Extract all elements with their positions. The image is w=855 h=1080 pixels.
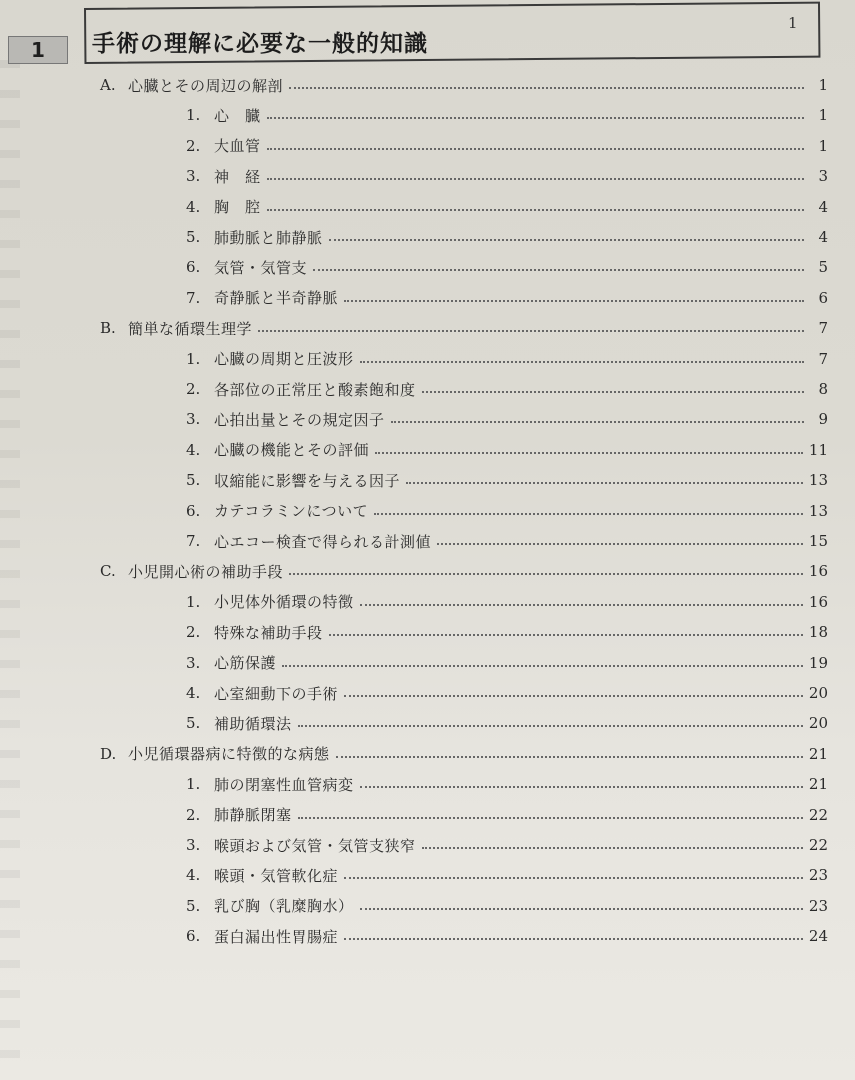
item-label: 心エコー検査で得られる計測値 [214, 532, 432, 551]
item-label: 補助循環法 [214, 714, 292, 733]
toc-item-row[interactable] [186, 895, 828, 917]
item-number: 5. [186, 228, 201, 246]
item-label: 小児体外循環の特徴 [214, 593, 354, 612]
dot-leader [298, 817, 803, 819]
page-number: 4 [818, 197, 828, 216]
toc-item-row[interactable] [186, 621, 828, 643]
item-label: 心筋保護 [214, 654, 277, 673]
item-number: 6. [186, 258, 201, 277]
item-label: 肺動脈と肺静脈 [214, 228, 323, 247]
item-number: 3. [186, 167, 201, 186]
toc-item-row[interactable] [186, 256, 828, 278]
dot-leader [437, 543, 803, 545]
item-number: 2. [186, 380, 201, 398]
toc-item-row[interactable] [186, 408, 828, 430]
toc-item-row[interactable] [186, 348, 828, 370]
page-number: 19 [808, 653, 828, 672]
item-number: 6. [186, 927, 201, 946]
page-number: 13 [808, 501, 828, 520]
toc-section-row[interactable] [100, 560, 828, 582]
item-number: 3. [186, 836, 201, 854]
item-number: 1. [186, 106, 201, 125]
toc-item-row[interactable] [186, 925, 828, 947]
item-number: 2. [186, 136, 201, 155]
chapter-title: 手術の理解に必要な一般的知識 [92, 31, 428, 57]
page-number: 24 [808, 927, 828, 946]
page-number: 8 [818, 380, 828, 398]
toc-item-row[interactable] [186, 135, 828, 157]
toc-item-row[interactable] [186, 834, 828, 856]
item-number: 5. [186, 471, 201, 490]
item-label: 大血管 [214, 137, 261, 156]
page-number: 4 [818, 228, 828, 246]
item-number: 2. [186, 805, 201, 824]
section-title: 心臓とその周辺の解剖 [128, 76, 284, 95]
item-number: 4. [186, 197, 201, 216]
page-number: 23 [808, 866, 828, 885]
dot-leader [360, 786, 803, 788]
toc-item-row[interactable] [186, 196, 828, 218]
toc-item-row[interactable] [186, 287, 828, 309]
section-title: 簡単な循環生理学 [128, 319, 253, 338]
toc-item-row[interactable] [186, 682, 828, 704]
item-label: 心室細動下の手術 [214, 684, 339, 703]
toc-item-row[interactable] [186, 439, 828, 461]
bleed-through-margin [0, 60, 20, 1080]
item-number: 1. [186, 592, 201, 611]
section-title: 小児循環器病に特徴的な病態 [128, 745, 330, 764]
item-number: 6. [186, 501, 201, 520]
dot-leader [360, 361, 804, 363]
item-number: 7. [186, 288, 201, 307]
dot-leader [298, 725, 803, 727]
toc-section-row[interactable] [100, 317, 828, 339]
item-number: 4. [186, 684, 201, 702]
dot-leader [267, 117, 804, 119]
dot-leader [289, 573, 803, 575]
toc-item-row[interactable] [186, 500, 828, 522]
item-label: 喉頭および気管・気管支狭窄 [214, 836, 416, 855]
page-number: 16 [808, 562, 828, 581]
dot-leader [267, 148, 804, 150]
section-title: 小児開心術の補助手段 [128, 562, 284, 581]
page-number: 3 [818, 167, 828, 186]
page-number: 18 [808, 623, 828, 642]
page-number: 13 [808, 471, 828, 490]
page-number: 16 [808, 592, 828, 611]
page-number: 22 [808, 836, 828, 854]
toc-item-row[interactable] [186, 591, 828, 613]
dot-leader [374, 513, 803, 515]
page-number: 1 [818, 106, 828, 125]
chapter-number-badge [8, 36, 68, 64]
page-number: 20 [808, 714, 828, 733]
item-label: 特殊な補助手段 [214, 623, 323, 642]
item-label: 肺静脈閉塞 [214, 806, 292, 825]
page-number: 1 [818, 76, 828, 94]
toc-section-row[interactable] [100, 74, 828, 96]
page-number: 23 [808, 896, 828, 915]
dot-leader [375, 452, 803, 454]
page-number: 9 [818, 410, 828, 429]
toc-item-row[interactable] [186, 469, 828, 491]
item-number: 2. [186, 623, 201, 642]
item-label: 奇静脈と半奇静脈 [214, 289, 339, 308]
page-number: 15 [808, 532, 828, 550]
item-number: 5. [186, 714, 201, 733]
dot-leader [422, 391, 804, 393]
item-number: 4. [186, 440, 201, 459]
toc-item-row[interactable] [186, 652, 828, 674]
chapter-page-number: 1 [788, 14, 798, 32]
toc-item-row[interactable] [186, 773, 828, 795]
toc-item-row[interactable] [186, 378, 828, 400]
dot-leader [360, 604, 803, 606]
dot-leader [329, 634, 803, 636]
toc-item-row[interactable] [186, 165, 828, 187]
page-number: 22 [808, 805, 828, 824]
dot-leader [289, 87, 804, 89]
item-label: 心臓の周期と圧波形 [214, 350, 354, 369]
dot-leader [313, 269, 804, 271]
section-letter: B. [100, 319, 116, 338]
chapter-number: 1 [31, 38, 45, 62]
toc-item-row[interactable] [186, 104, 828, 126]
item-label: 気管・気管支 [214, 258, 308, 277]
page-number: 6 [818, 288, 828, 307]
dot-leader [329, 239, 804, 241]
item-number: 7. [186, 532, 201, 550]
dot-leader [282, 665, 803, 667]
section-letter: D. [100, 744, 117, 763]
page-number: 21 [808, 775, 828, 794]
page-number: 5 [818, 258, 828, 277]
item-number: 3. [186, 410, 201, 429]
page-number: 1 [818, 136, 828, 155]
item-number: 5. [186, 896, 201, 915]
page-number: 7 [818, 349, 828, 368]
item-label: 胸 腔 [214, 198, 261, 217]
dot-leader [336, 756, 803, 758]
dot-leader [360, 908, 803, 910]
page-number: 20 [808, 684, 828, 702]
dot-leader [344, 877, 803, 879]
toc-item-row[interactable] [186, 226, 828, 248]
dot-leader [391, 421, 804, 423]
dot-leader [258, 330, 804, 332]
item-number: 3. [186, 653, 201, 672]
item-label: 心臓の機能とその評価 [214, 441, 370, 460]
dot-leader [267, 209, 804, 211]
dot-leader [344, 300, 804, 302]
item-label: 蛋白漏出性胃腸症 [214, 927, 339, 946]
item-label: 喉頭・気管軟化症 [214, 866, 339, 885]
item-number: 1. [186, 349, 201, 368]
dot-leader [344, 695, 803, 697]
dot-leader [344, 938, 803, 940]
item-label: 肺の閉塞性血管病変 [214, 775, 354, 794]
item-label: 心 臓 [214, 106, 261, 125]
toc-section-row[interactable] [100, 743, 828, 765]
item-label: 心拍出量とその規定因子 [214, 410, 385, 429]
page-number: 7 [818, 319, 828, 338]
toc-item-row[interactable] [186, 712, 828, 734]
page-number: 21 [808, 744, 828, 763]
section-letter: C. [100, 562, 116, 581]
item-label: 乳び胸（乳糜胸水） [214, 897, 354, 916]
item-number: 1. [186, 775, 201, 794]
dot-leader [406, 482, 803, 484]
toc-item-row[interactable] [186, 804, 828, 826]
item-label: 神 経 [214, 167, 261, 186]
item-label: 各部位の正常圧と酸素飽和度 [214, 380, 416, 399]
toc-item-row[interactable] [186, 530, 828, 552]
item-label: カテコラミンについて [214, 502, 369, 521]
page-number: 11 [808, 440, 828, 459]
dot-leader [267, 178, 804, 180]
toc-item-row[interactable] [186, 864, 828, 886]
item-label: 収縮能に影響を与える因子 [214, 471, 401, 490]
dot-leader [422, 847, 803, 849]
section-letter: A. [100, 76, 116, 94]
item-number: 4. [186, 866, 201, 885]
